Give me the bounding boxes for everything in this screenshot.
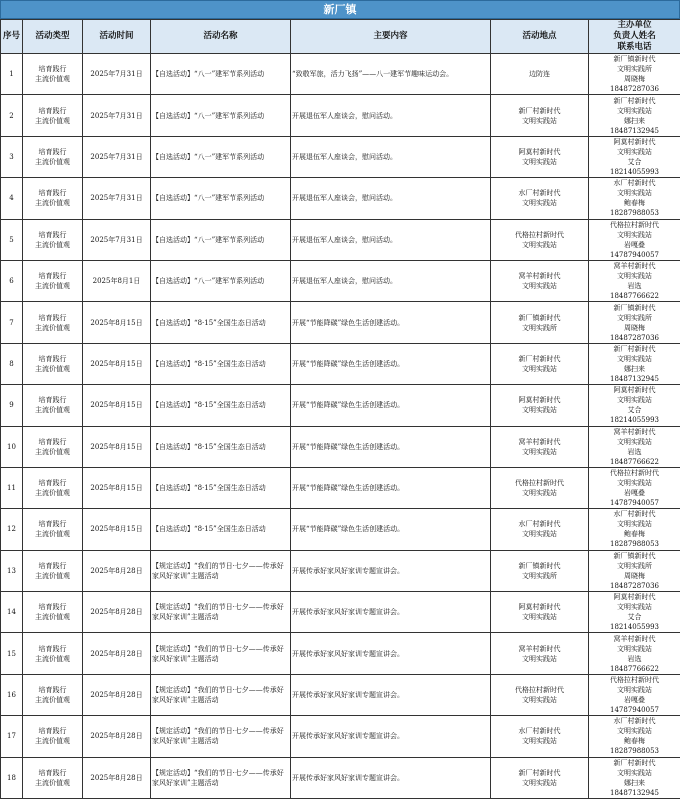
cell-time: 2025年8月15日 — [83, 385, 151, 426]
cell-time: 2025年7月31日 — [83, 219, 151, 260]
cell-seq: 12 — [1, 509, 23, 550]
cell-location: 窝羊村新时代 文明实践站 — [491, 426, 589, 467]
cell-type: 培育践行 主流价值观 — [23, 302, 83, 343]
table-row — [1, 302, 680, 343]
table-row — [1, 509, 680, 550]
cell-location: 新厂村新时代 文明实践站 — [491, 757, 589, 798]
cell-location: 水厂村新时代 文明实践站 — [491, 509, 589, 550]
cell-content: 开展“节能降碳”绿色生活创建活动。 — [291, 385, 491, 426]
cell-organizer: 水厂村新时代 文明实践站 鲍春梅 18287988053 — [589, 509, 680, 550]
header-location: 活动地点 — [491, 20, 589, 54]
table-row — [1, 95, 680, 136]
cell-type: 培育践行 主流价值观 — [23, 509, 83, 550]
cell-organizer: 窝羊村新时代 文明实践站 岩选 18487766622 — [589, 426, 680, 467]
cell-content: 开展传承好家风好家训专题宣讲会。 — [291, 550, 491, 591]
cell-time: 2025年8月28日 — [83, 674, 151, 715]
cell-content: 开展退伍军人座谈会，慰问活动。 — [291, 95, 491, 136]
cell-seq: 5 — [1, 219, 23, 260]
cell-type: 培育践行 主流价值观 — [23, 136, 83, 177]
header-type: 活动类型 — [23, 20, 83, 54]
table-row — [1, 219, 680, 260]
cell-location: 窝羊村新时代 文明实践站 — [491, 633, 589, 674]
cell-type: 培育践行 主流价值观 — [23, 716, 83, 757]
table-row — [1, 385, 680, 426]
cell-time: 2025年8月15日 — [83, 509, 151, 550]
cell-name: 【规定活动】“我们的节日·七夕——传承好家风好家训”主题活动 — [151, 674, 291, 715]
cell-type: 培育践行 主流价值观 — [23, 54, 83, 95]
cell-content: 开展退伍军人座谈会，慰问活动。 — [291, 136, 491, 177]
cell-seq: 8 — [1, 343, 23, 384]
cell-type: 培育践行 主流价值观 — [23, 674, 83, 715]
cell-time: 2025年8月15日 — [83, 426, 151, 467]
cell-seq: 14 — [1, 592, 23, 633]
cell-type: 培育践行 主流价值观 — [23, 592, 83, 633]
cell-time: 2025年8月15日 — [83, 467, 151, 508]
cell-name: 【自选活动】“八一”建军节系列活动 — [151, 95, 291, 136]
header-organizer: 主办单位 负责人姓名 联系电话 — [589, 20, 680, 54]
cell-name: 【自选活动】“8·15”全国生态日活动 — [151, 302, 291, 343]
cell-name: 【规定活动】“我们的节日·七夕——传承好家风好家训”主题活动 — [151, 757, 291, 798]
cell-type: 培育践行 主流价值观 — [23, 260, 83, 301]
cell-time: 2025年7月31日 — [83, 178, 151, 219]
cell-name: 【自选活动】“8·15”全国生态日活动 — [151, 509, 291, 550]
cell-content: 开展传承好家风好家训专题宣讲会。 — [291, 716, 491, 757]
cell-seq: 9 — [1, 385, 23, 426]
cell-organizer: 新厂镇新时代 文明实践所 周晓梅 18487287036 — [589, 550, 680, 591]
cell-name: 【规定活动】“我们的节日·七夕——传承好家风好家训”主题活动 — [151, 592, 291, 633]
cell-location: 新厂镇新时代 文明实践所 — [491, 302, 589, 343]
cell-organizer: 新厂镇新时代 文明实践所 周晓梅 18487287036 — [589, 54, 680, 95]
cell-time: 2025年8月28日 — [83, 592, 151, 633]
cell-organizer: 阿莫村新时代 文明实践站 艾合 18214055993 — [589, 136, 680, 177]
cell-name: 【规定活动】“我们的节日·七夕——传承好家风好家训”主题活动 — [151, 633, 291, 674]
cell-location: 阿莫村新时代 文明实践站 — [491, 136, 589, 177]
cell-seq: 4 — [1, 178, 23, 219]
cell-name: 【自选活动】“八一”建军节系列活动 — [151, 136, 291, 177]
cell-time: 2025年8月28日 — [83, 633, 151, 674]
cell-name: 【自选活动】“八一”建军节系列活动 — [151, 178, 291, 219]
cell-name: 【规定活动】“我们的节日·七夕——传承好家风好家训”主题活动 — [151, 550, 291, 591]
cell-organizer: 窝羊村新时代 文明实践站 岩选 18487766622 — [589, 260, 680, 301]
cell-seq: 1 — [1, 54, 23, 95]
cell-seq: 2 — [1, 95, 23, 136]
cell-organizer: 新厂村新时代 文明实践站 娜扫来 18487132945 — [589, 757, 680, 798]
cell-content: 开展退伍军人座谈会，慰问活动。 — [291, 178, 491, 219]
cell-time: 2025年7月31日 — [83, 54, 151, 95]
cell-content: 开展退伍军人座谈会，慰问活动。 — [291, 260, 491, 301]
cell-name: 【自选活动】“8·15”全国生态日活动 — [151, 467, 291, 508]
cell-type: 培育践行 主流价值观 — [23, 426, 83, 467]
cell-organizer: 新厂镇新时代 文明实践所 周晓梅 18487287036 — [589, 302, 680, 343]
cell-type: 培育践行 主流价值观 — [23, 219, 83, 260]
cell-content: 开展传承好家风好家训专题宣讲会。 — [291, 592, 491, 633]
cell-location: 新厂村新时代 文明实践站 — [491, 343, 589, 384]
cell-type: 培育践行 主流价值观 — [23, 633, 83, 674]
cell-location: 阿莫村新时代 文明实践站 — [491, 592, 589, 633]
cell-seq: 13 — [1, 550, 23, 591]
cell-seq: 18 — [1, 757, 23, 798]
cell-organizer: 代格拉村新时代 文明实践站 岩嘎叠 14787940057 — [589, 467, 680, 508]
header-seq: 序号 — [1, 20, 23, 54]
cell-seq: 6 — [1, 260, 23, 301]
cell-name: 【规定活动】“我们的节日·七夕——传承好家风好家训”主题活动 — [151, 716, 291, 757]
cell-seq: 10 — [1, 426, 23, 467]
cell-content: 开展“节能降碳”绿色生活创建活动。 — [291, 467, 491, 508]
cell-content: 开展“节能降碳”绿色生活创建活动。 — [291, 302, 491, 343]
cell-name: 【自选活动】“8·15”全国生态日活动 — [151, 343, 291, 384]
cell-content: 开展退伍军人座谈会，慰问活动。 — [291, 219, 491, 260]
cell-location: 水厂村新时代 文明实践站 — [491, 178, 589, 219]
table-body — [1, 54, 680, 799]
cell-content: 开展传承好家风好家训专题宣讲会。 — [291, 757, 491, 798]
cell-location: 代格拉村新时代 文明实践站 — [491, 674, 589, 715]
table-row — [1, 54, 680, 95]
cell-location: 新厂村新时代 文明实践站 — [491, 95, 589, 136]
cell-organizer: 代格拉村新时代 文明实践站 岩嘎叠 14787940057 — [589, 219, 680, 260]
cell-seq: 3 — [1, 136, 23, 177]
cell-location: 边防连 — [491, 54, 589, 95]
table-row — [1, 633, 680, 674]
cell-content: 开展传承好家风好家训专题宣讲会。 — [291, 674, 491, 715]
cell-name: 【自选活动】“八一”建军节系列活动 — [151, 54, 291, 95]
cell-content: 开展“节能降碳”绿色生活创建活动。 — [291, 509, 491, 550]
cell-type: 培育践行 主流价值观 — [23, 757, 83, 798]
cell-content: 开展传承好家风好家训专题宣讲会。 — [291, 633, 491, 674]
cell-time: 2025年8月28日 — [83, 716, 151, 757]
table-row — [1, 178, 680, 219]
cell-time: 2025年8月28日 — [83, 550, 151, 591]
header-row — [1, 20, 680, 54]
cell-type: 培育践行 主流价值观 — [23, 343, 83, 384]
table-row — [1, 426, 680, 467]
cell-name: 【自选活动】“8·15”全国生态日活动 — [151, 385, 291, 426]
cell-content: 开展“节能降碳”绿色生活创建活动。 — [291, 426, 491, 467]
table-title: 新厂镇 — [0, 0, 680, 19]
cell-seq: 15 — [1, 633, 23, 674]
cell-organizer: 水厂村新时代 文明实践站 鲍春梅 18287988053 — [589, 178, 680, 219]
table-row — [1, 592, 680, 633]
table-row — [1, 757, 680, 798]
cell-type: 培育践行 主流价值观 — [23, 178, 83, 219]
cell-time: 2025年8月28日 — [83, 757, 151, 798]
cell-organizer: 窝羊村新时代 文明实践站 岩选 18487766622 — [589, 633, 680, 674]
table-row — [1, 467, 680, 508]
cell-content: 开展“节能降碳”绿色生活创建活动。 — [291, 343, 491, 384]
cell-time: 2025年7月31日 — [83, 136, 151, 177]
activity-table — [0, 19, 680, 799]
cell-organizer: 阿莫村新时代 文明实践站 艾合 18214055993 — [589, 385, 680, 426]
table-row — [1, 550, 680, 591]
cell-organizer: 阿莫村新时代 文明实践站 艾合 18214055993 — [589, 592, 680, 633]
header-time: 活动时间 — [83, 20, 151, 54]
cell-seq: 11 — [1, 467, 23, 508]
cell-location: 新厂镇新时代 文明实践所 — [491, 550, 589, 591]
cell-organizer: 新厂村新时代 文明实践站 娜扫来 18487132945 — [589, 343, 680, 384]
cell-location: 代格拉村新时代 文明实践站 — [491, 467, 589, 508]
table-row — [1, 260, 680, 301]
cell-content: “致敬军旅，活力飞扬”——八一建军节趣味运动会。 — [291, 54, 491, 95]
cell-time: 2025年7月31日 — [83, 95, 151, 136]
cell-type: 培育践行 主流价值观 — [23, 95, 83, 136]
cell-time: 2025年8月15日 — [83, 343, 151, 384]
header-content: 主要内容 — [291, 20, 491, 54]
cell-time: 2025年8月1日 — [83, 260, 151, 301]
cell-organizer: 水厂村新时代 文明实践站 鲍春梅 18287988053 — [589, 716, 680, 757]
cell-location: 水厂村新时代 文明实践站 — [491, 716, 589, 757]
cell-organizer: 新厂村新时代 文明实践站 娜扫来 18487132945 — [589, 95, 680, 136]
cell-name: 【自选活动】“八一”建军节系列活动 — [151, 260, 291, 301]
cell-location: 代格拉村新时代 文明实践站 — [491, 219, 589, 260]
cell-seq: 17 — [1, 716, 23, 757]
header-name: 活动名称 — [151, 20, 291, 54]
cell-type: 培育践行 主流价值观 — [23, 550, 83, 591]
cell-name: 【自选活动】“八一”建军节系列活动 — [151, 219, 291, 260]
table-row — [1, 674, 680, 715]
table-row — [1, 716, 680, 757]
cell-seq: 7 — [1, 302, 23, 343]
table-row — [1, 136, 680, 177]
cell-location: 窝羊村新时代 文明实践站 — [491, 260, 589, 301]
cell-organizer: 代格拉村新时代 文明实践站 岩嘎叠 14787940057 — [589, 674, 680, 715]
cell-type: 培育践行 主流价值观 — [23, 385, 83, 426]
cell-location: 阿莫村新时代 文明实践站 — [491, 385, 589, 426]
cell-name: 【自选活动】“8·15”全国生态日活动 — [151, 426, 291, 467]
cell-seq: 16 — [1, 674, 23, 715]
cell-time: 2025年8月15日 — [83, 302, 151, 343]
cell-type: 培育践行 主流价值观 — [23, 467, 83, 508]
table-row — [1, 343, 680, 384]
